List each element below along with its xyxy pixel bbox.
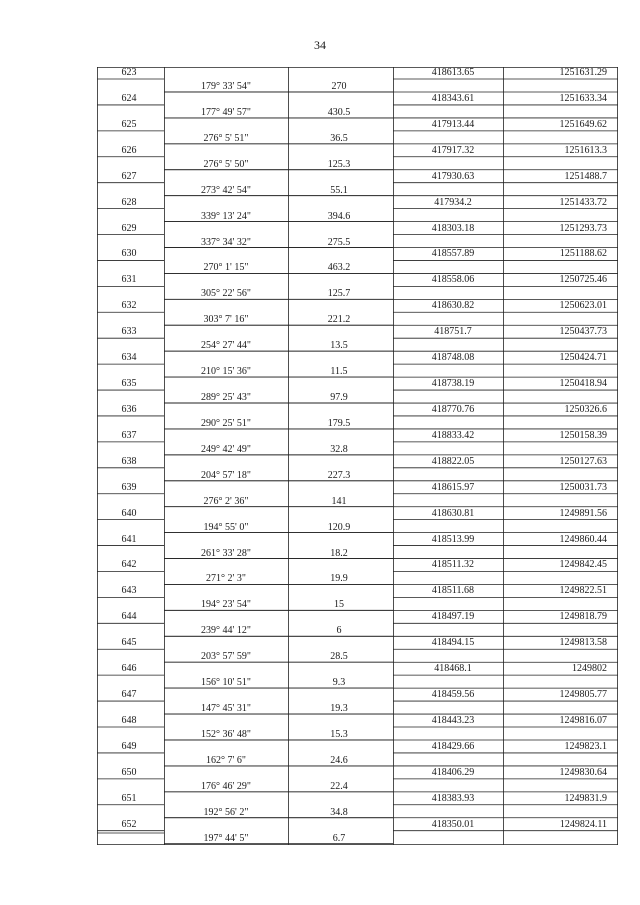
- segment-length: 22.4: [330, 780, 348, 792]
- coordinate-y: 1250127.63: [559, 455, 607, 467]
- coordinate-y: 1251613.3: [564, 144, 607, 156]
- direction-angle: 271° 2' 3": [206, 573, 246, 585]
- direction-angle: 203° 57' 59": [201, 651, 251, 663]
- point-number: 643: [121, 585, 137, 597]
- coordinate-x: 418350.01: [431, 818, 475, 830]
- coordinate-y: 1250031.73: [559, 481, 607, 493]
- coordinate-x: 418429.66: [431, 740, 475, 752]
- direction-angle: 192° 56' 2": [203, 806, 249, 818]
- point-number: 629: [121, 222, 137, 234]
- direction-angle: 249° 42' 49": [201, 443, 251, 455]
- segment-length: 15.3: [330, 729, 348, 740]
- segment-length: 120.9: [327, 521, 351, 533]
- direction-angle: 305° 22' 56": [201, 288, 251, 300]
- direction-angle: 261° 33' 28": [201, 547, 251, 559]
- segment-length: 221.2: [327, 314, 351, 326]
- coordinate-y: 1250725.46: [559, 274, 607, 286]
- direction-angle: 289° 25' 43": [201, 392, 251, 404]
- direction-angle: 176° 46' 29": [201, 780, 251, 792]
- direction-angle: 197° 44' 5": [203, 832, 249, 844]
- coordinate-x: 418557.89: [431, 248, 475, 260]
- segment-length: 125.3: [327, 158, 351, 170]
- coordinate-x: 418303.18: [431, 222, 475, 234]
- coordinate-y: 1250418.94: [559, 378, 607, 390]
- coordinate-x: 418630.82: [431, 300, 475, 312]
- segment-length: 34.8: [330, 806, 348, 818]
- direction-angle: 162° 7' 6": [206, 754, 246, 766]
- segment-length: 394.6: [327, 210, 351, 222]
- segment-length: 18.2: [330, 547, 348, 559]
- segment-length: 270: [331, 81, 347, 92]
- coordinate-y: 1249830.64: [559, 766, 607, 778]
- segment-length: 24.6: [330, 754, 348, 766]
- coordinate-y: 1249831.9: [564, 792, 607, 804]
- coordinate-y: 1249860.44: [559, 533, 607, 545]
- direction-angle: 210° 15' 36": [201, 366, 251, 378]
- point-number: 649: [121, 740, 137, 752]
- coordinate-x: 418468.1: [434, 663, 472, 675]
- coordinate-y: 1251631.29: [559, 67, 607, 78]
- point-number: 628: [121, 196, 137, 208]
- point-number: 624: [121, 92, 137, 104]
- point-number: 623: [121, 67, 137, 78]
- coordinate-y: 1250158.39: [559, 429, 607, 441]
- point-number: 634: [121, 352, 137, 364]
- coordinate-x: 418770.76: [431, 403, 475, 415]
- segment-length: 275.5: [327, 236, 351, 248]
- coordinate-y: 1249816.07: [559, 715, 607, 726]
- direction-angle: 179° 33' 54": [201, 81, 251, 92]
- segment-length: 6.7: [332, 832, 346, 844]
- direction-angle: 254° 27' 44": [201, 340, 251, 352]
- coordinate-x: 418630.81: [431, 507, 475, 519]
- point-number: 640: [121, 507, 137, 519]
- segment-length: 97.9: [330, 392, 348, 404]
- direction-angle: 194° 23' 54": [201, 599, 251, 611]
- segment-length: 141: [331, 495, 347, 507]
- point-number: 650: [121, 766, 137, 778]
- coordinate-x: 417934.2: [434, 196, 472, 208]
- coordinate-y: 1249813.58: [559, 637, 607, 649]
- coordinate-y: 1251188.62: [559, 248, 607, 260]
- point-number: 637: [121, 429, 137, 441]
- point-number: 641: [121, 533, 137, 545]
- coordinate-y: 1249891.56: [559, 507, 607, 519]
- point-number: 625: [121, 118, 137, 130]
- coordinate-y: 1250424.71: [559, 352, 607, 364]
- point-number: 635: [121, 378, 137, 390]
- coordinate-y: 1250623.01: [559, 300, 607, 312]
- coordinate-x: 417917.32: [431, 144, 475, 156]
- coordinate-x: 418833.42: [431, 429, 475, 441]
- segment-length: 179.5: [327, 417, 351, 429]
- segment-length: 227.3: [327, 469, 351, 481]
- direction-angle: 156° 10' 51": [201, 677, 251, 689]
- point-number: 630: [121, 248, 137, 260]
- direction-angle: 177° 49' 57": [201, 106, 251, 118]
- coordinate-x: 418383.93: [431, 792, 475, 804]
- coordinate-y: 1249818.79: [559, 611, 607, 623]
- coordinate-y: 1251488.7: [564, 170, 607, 182]
- direction-angle: 152° 36' 48": [201, 729, 251, 740]
- direction-angle: 276° 5' 51": [203, 132, 249, 144]
- segment-length: 13.5: [330, 340, 348, 352]
- direction-angle: 270° 1' 15": [203, 262, 249, 274]
- segment-length: 19.3: [330, 703, 348, 715]
- coordinate-y: 1249802: [572, 663, 607, 675]
- coordinate-x: 418822.05: [431, 455, 475, 467]
- coordinate-x: 418738.19: [431, 378, 475, 390]
- segment-length: 55.1: [330, 184, 348, 196]
- point-number: 647: [121, 689, 137, 701]
- coordinate-y: 1251649.62: [559, 118, 607, 130]
- segment-length: 11.5: [330, 366, 348, 378]
- point-number: 646: [121, 663, 137, 675]
- coordinate-x: 418511.32: [431, 559, 475, 571]
- segment-length: 32.8: [330, 443, 348, 455]
- segment-length: 125.7: [327, 288, 351, 300]
- point-number: 631: [121, 274, 137, 286]
- coordinate-y: 1250326.6: [564, 403, 607, 415]
- direction-angle: 276° 2' 36": [203, 495, 249, 507]
- coordinate-x: 418443.23: [431, 715, 475, 726]
- segment-length: 430.5: [327, 106, 351, 118]
- boundary-coordinates-table: [97, 67, 618, 845]
- segment-length: 6: [336, 625, 342, 637]
- point-number: 626: [121, 144, 137, 156]
- direction-angle: 204° 57' 18": [201, 469, 251, 481]
- point-number: 651: [121, 792, 137, 804]
- point-number: 648: [121, 715, 137, 726]
- direction-angle: 339° 13' 24": [201, 210, 251, 222]
- point-number: 636: [121, 403, 137, 415]
- segment-length: 36.5: [330, 132, 348, 144]
- coordinate-x: 418343.61: [431, 92, 475, 104]
- coordinate-y: 1249805.77: [559, 689, 607, 701]
- point-number: 645: [121, 637, 137, 649]
- coordinate-x: 418406.29: [431, 766, 475, 778]
- segment-length: 9.3: [332, 677, 346, 689]
- segment-length: 28.5: [330, 651, 348, 663]
- coordinate-y: 1251633.34: [559, 92, 607, 104]
- segment-length: 15: [334, 599, 344, 611]
- segment-length: 463.2: [327, 262, 351, 274]
- direction-angle: 194° 55' 0": [203, 521, 249, 533]
- direction-angle: 276° 5' 50": [203, 158, 249, 170]
- point-number: 644: [121, 611, 137, 623]
- coordinate-y: 1249822.51: [559, 585, 607, 597]
- coordinate-x: 418615.97: [431, 481, 475, 493]
- coordinate-x: 418751.7: [434, 326, 472, 338]
- coordinate-x: 417913.44: [431, 118, 475, 130]
- direction-angle: 290° 25' 51": [201, 417, 251, 429]
- coordinate-x: 418748.08: [431, 352, 475, 364]
- segment-length: 19.9: [330, 573, 348, 585]
- point-number: 633: [121, 326, 137, 338]
- coordinate-x: 418513.99: [431, 533, 475, 545]
- page-number: 34: [314, 38, 326, 52]
- coordinate-y: 1250437.73: [559, 326, 607, 338]
- point-number: 639: [121, 481, 137, 493]
- point-number: 652: [121, 818, 137, 830]
- coordinate-x: 418613.65: [431, 67, 475, 78]
- direction-angle: 147° 45' 31": [201, 703, 251, 715]
- coordinate-x: 417930.63: [431, 170, 475, 182]
- point-number: 638: [121, 455, 137, 467]
- coordinate-x: 418494.15: [431, 637, 475, 649]
- coordinate-x: 418558.06: [431, 274, 475, 286]
- direction-angle: 239° 44' 12": [201, 625, 251, 637]
- point-number: 627: [121, 170, 137, 182]
- coordinate-y: 1249824.11: [559, 818, 607, 830]
- direction-angle: 303° 7' 16": [203, 314, 249, 326]
- direction-angle: 337° 34' 32": [201, 236, 251, 248]
- direction-angle: 273° 42' 54": [201, 184, 251, 196]
- coordinate-x: 418459.56: [431, 689, 475, 701]
- coordinate-y: 1251293.73: [559, 222, 607, 234]
- point-number: 642: [121, 559, 137, 571]
- coordinate-y: 1249823.1: [564, 740, 607, 752]
- coordinate-y: 1251433.72: [559, 196, 607, 208]
- coordinate-x: 418497.19: [431, 611, 475, 623]
- coordinate-x: 418511.68: [431, 585, 475, 597]
- coordinate-y: 1249842.45: [559, 559, 607, 571]
- point-number: 632: [121, 300, 137, 312]
